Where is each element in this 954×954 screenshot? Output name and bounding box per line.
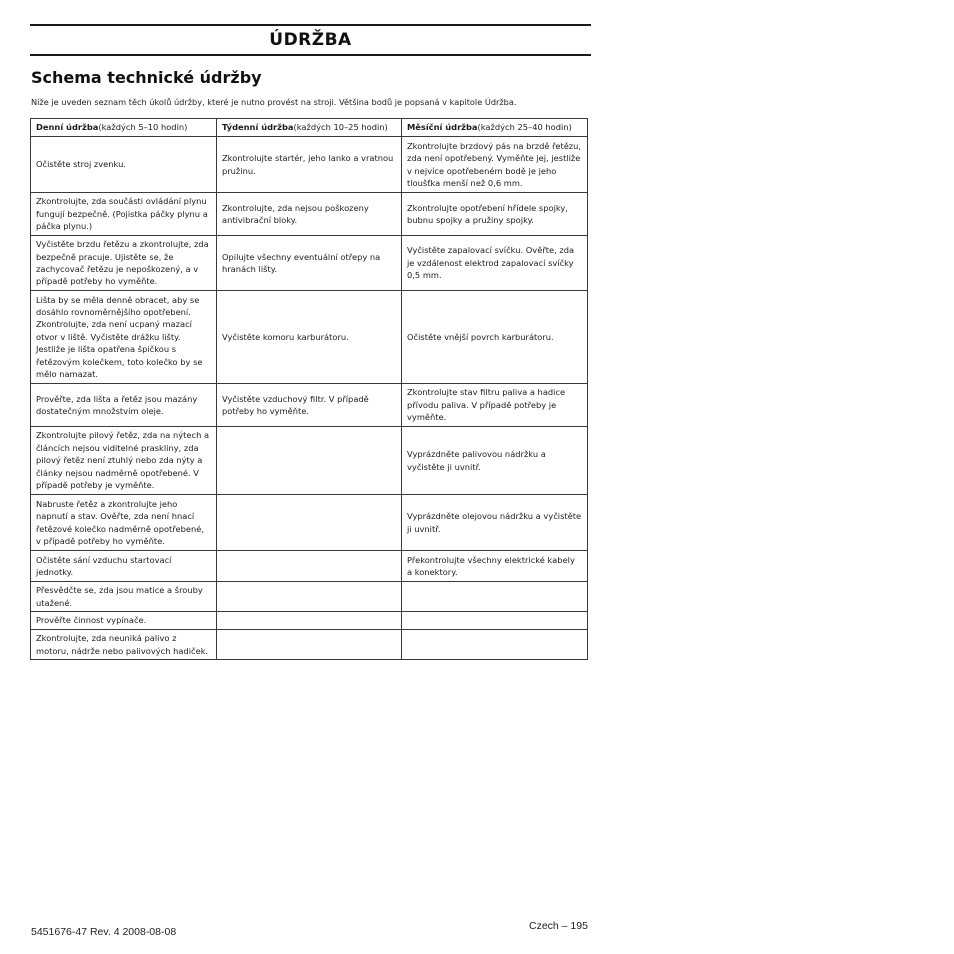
table-cell: Prověřte činnost vypínače. — [31, 612, 217, 630]
section-title: Schema technické údržby — [31, 68, 262, 87]
column-header-daily — [31, 119, 217, 137]
table-cell — [217, 551, 402, 582]
table-cell: Zkontrolujte stav filtru paliva a hadice přívodu paliva. V případě potřeby je vyměňte. — [402, 384, 588, 427]
table-row — [31, 612, 588, 630]
table-cell: Očistěte vnější povrch karburátoru. — [402, 291, 588, 384]
table-row — [31, 384, 588, 427]
table-cell: Vyčistěte komoru karburátoru. — [217, 291, 402, 384]
table-cell: Opilujte všechny eventuální otřepy na hranách lišty. — [217, 236, 402, 291]
table-cell: Zkontrolujte, zda součásti ovládání plynu fungují bezpečně. (Pojistka páčky plynu a páčka plynu.) — [31, 193, 217, 236]
table-cell: Zkontrolujte pilový řetěz, zda na nýtech a článcích nejsou viditelné praskliny, zda pilový řetěz není ztuhlý nebo zda nýty a články nejsou nadměrně opotřebené. V případě potřeby je vyměňte. — [31, 427, 217, 495]
table-row — [31, 193, 588, 236]
table-cell: Zkontrolujte startér, jeho lanko a vratnou pružinu. — [217, 137, 402, 193]
table-cell: Zkontrolujte, zda neuniká palivo z motoru, nádrže nebo palivových hadiček. — [31, 630, 217, 660]
table-cell: Přesvědčte se, zda jsou matice a šrouby utažené. — [31, 582, 217, 612]
table-cell: Zkontrolujte brzdový pás na brzdě řetězu, zda není opotřebený. Vyměňte jej, jestliže v nejvíce opotřebeném bodě je jeho tloušťka menší než 0,6 mm. — [402, 137, 588, 193]
table-cell — [402, 612, 588, 630]
table-row — [31, 551, 588, 582]
page-header — [30, 24, 591, 56]
table-row — [31, 291, 588, 384]
column-header-bold: Týdenní údržba — [222, 122, 294, 133]
table-cell: Nabruste řetěz a zkontrolujte jeho napnutí a stav. Ověřte, zda není hnací řetězové kolečko nadměrně opotřebené, v případě potřeby ho vyměňte. — [31, 495, 217, 551]
document-number: 5451676-47 Rev. 4 2008-08-08 — [31, 926, 177, 938]
table-cell: Zkontrolujte opotřebení hřídele spojky, bubnu spojky a pružiny spojky. — [402, 193, 588, 236]
table-cell: Lišta by se měla denně obracet, aby se dosáhlo rovnoměrnějšího opotřebení. Zkontrolujte, zda není ucpaný mazací otvor v liště. Vyčistěte drážku lišty. Jestliže je lišta opatřena špičkou s řetězovým kolečkem, toto kolečko by se mělo namazat. — [31, 291, 217, 384]
table-cell: Vyprázdněte olejovou nádržku a vyčistěte ji uvnitř. — [402, 495, 588, 551]
table-row — [31, 495, 588, 551]
table-cell: Očistěte sání vzduchu startovací jednotky. — [31, 551, 217, 582]
table-row — [31, 236, 588, 291]
page-header-title: ÚDRŽBA — [269, 30, 352, 50]
table-cell — [217, 630, 402, 660]
table-cell — [402, 630, 588, 660]
table-cell: Vyprázdněte palivovou nádržku a vyčistěte ji uvnitř. — [402, 427, 588, 495]
table-cell — [217, 612, 402, 630]
page-number: Czech – 195 — [529, 920, 588, 932]
maintenance-schedule-table — [30, 118, 588, 660]
table-cell: Vyčistěte brzdu řetězu a zkontrolujte, zda bezpečně pracuje. Ujistěte se, že zachycovač řetězu je nepoškozený, a v případě potřeby ho vyměňte. — [31, 236, 217, 291]
table-row — [31, 137, 588, 193]
table-cell: Prověřte, zda lišta a řetěz jsou mazány dostatečným množstvím oleje. — [31, 384, 217, 427]
table-row — [31, 582, 588, 612]
table-cell — [217, 427, 402, 495]
column-header-monthly — [402, 119, 588, 137]
intro-text: Níže je uveden seznam těch úkolů údržby, které je nutno provést na stroji. Většina bodů je popsaná v kapitole Údržba. — [31, 97, 517, 107]
table-cell: Překontrolujte všechny elektrické kabely a konektory. — [402, 551, 588, 582]
column-header-bold: Měsíční údržba — [407, 122, 478, 133]
table-row — [31, 427, 588, 495]
table-cell: Očistěte stroj zvenku. — [31, 137, 217, 193]
column-header-interval: (každých 10–25 hodin) — [293, 122, 388, 133]
table-row — [31, 630, 588, 660]
column-header-interval: (každých 5–10 hodin) — [98, 122, 188, 133]
table-cell — [217, 495, 402, 551]
table-cell — [402, 582, 588, 612]
column-header-interval: (každých 25–40 hodin) — [477, 122, 572, 133]
table-cell: Vyčistěte vzduchový filtr. V případě potřeby ho vyměňte. — [217, 384, 402, 427]
column-header-weekly — [217, 119, 402, 137]
table-header-row — [31, 119, 588, 137]
table-cell — [217, 582, 402, 612]
table-cell: Zkontrolujte, zda nejsou poškozeny antivibrační bloky. — [217, 193, 402, 236]
column-header-bold: Denní údržba — [36, 122, 99, 133]
table-cell: Vyčistěte zapalovací svíčku. Ověřte, zda je vzdálenost elektrod zapalovací svíčky 0,5 mm. — [402, 236, 588, 291]
